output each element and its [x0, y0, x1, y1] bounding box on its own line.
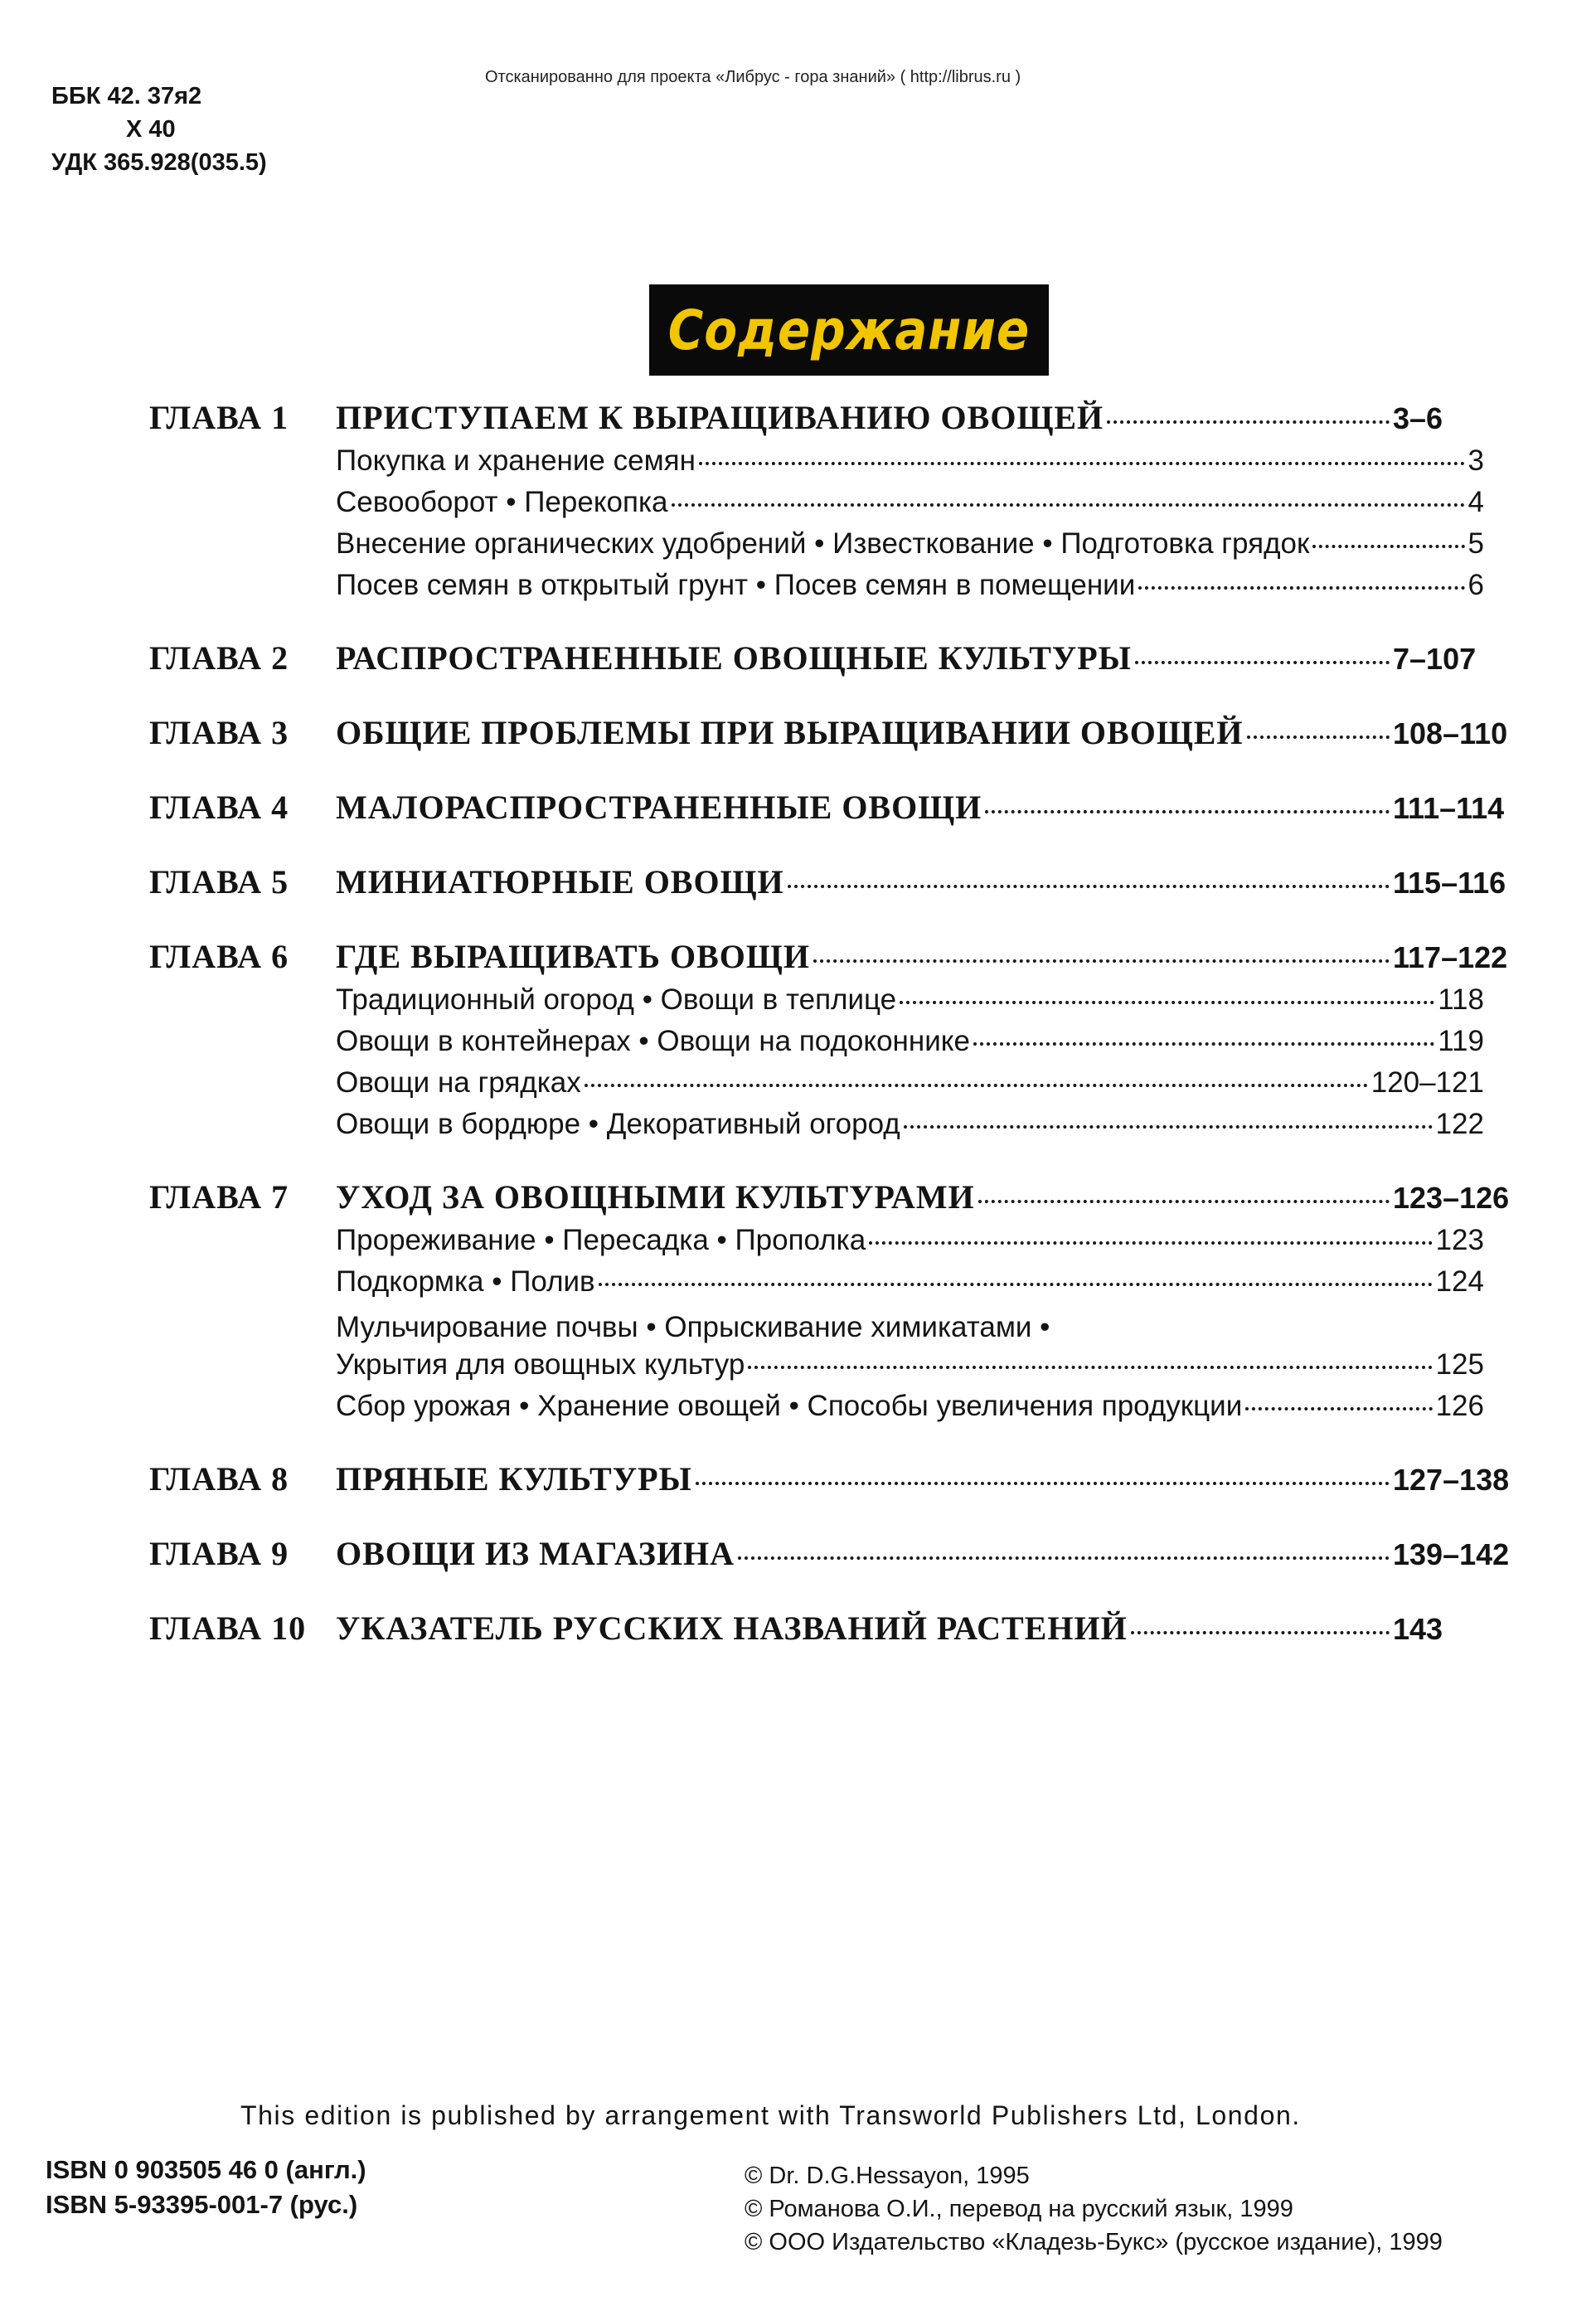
subsection-pages: 125: [1435, 1348, 1484, 1381]
copyright-block: [745, 2159, 1443, 2259]
contents-title: Содержание: [667, 298, 1031, 362]
udk-code: УДК 365.928(035.5): [51, 149, 267, 176]
dot-leader: [1107, 420, 1390, 424]
chapter-number: ГЛАВА 10: [149, 1609, 307, 1647]
bbk-code: ББК 42. 37я2: [51, 83, 202, 109]
dot-leader: [900, 1001, 1434, 1004]
chapter-row: [149, 937, 1542, 983]
subsection-title: Традиционный огород • Овощи в теплице: [336, 983, 897, 1016]
scan-note: Отсканированно для проекта «Либрус - гора знаний» ( http://librus.ru ): [485, 68, 1021, 86]
subsection-title: Сбор урожая • Хранение овощей • Способы увеличения продукции: [336, 1390, 1243, 1422]
chapter-number: ГЛАВА 6: [149, 938, 289, 975]
author-mark: Х 40: [126, 116, 176, 143]
subsection-list: [336, 983, 1484, 1149]
subsection-title: Внесение органических удобрений • Известкование • Подготовка грядок: [336, 527, 1310, 560]
dot-leader: [985, 810, 1390, 813]
chapter-title: УКАЗАТЕЛЬ РУССКИХ НАЗВАНИЙ РАСТЕНИЙ: [336, 1609, 1128, 1647]
chapter-number: ГЛАВА 8: [149, 1460, 289, 1498]
subsection-title: Подкормка • Полив: [336, 1265, 595, 1298]
isbn-russian: ISBN 5-93395-001-7 (рус.): [46, 2190, 358, 2219]
copyright-line: © Романова О.И., перевод на русский язык, 1999: [745, 2196, 1293, 2222]
dot-leader: [1131, 1631, 1390, 1634]
dot-leader: [973, 1042, 1434, 1046]
edition-note: This edition is published by arrangement with Transworld Publishers Ltd, London.: [240, 2100, 1301, 2130]
subsection-title: Покупка и хранение семян: [336, 444, 696, 477]
subsection-pages: 5: [1467, 527, 1484, 560]
subsection-row: [336, 1108, 1484, 1149]
subsection-title: Посев семян в открытый грунт • Посев семян в помещении: [336, 569, 1136, 601]
dot-leader: [904, 1125, 1433, 1129]
chapter-title: УХОД ЗА ОВОЩНЫМИ КУЛЬТУРАМИ: [336, 1178, 975, 1216]
subsection-row: [336, 444, 1484, 486]
chapter-row: [149, 1534, 1542, 1580]
chapter-row: [149, 1459, 1542, 1506]
chapter-entry: [149, 1609, 1542, 1655]
chapter-row: [149, 398, 1542, 444]
chapter-title: МИНИАТЮРНЫЕ ОВОЩИ: [336, 863, 784, 901]
subsection-pages: 122: [1435, 1108, 1484, 1140]
isbn-english: ISBN 0 903505 46 0 (англ.): [46, 2155, 366, 2184]
chapter-title: МАЛОРАСПРОСТРАНЕННЫЕ ОВОЩИ: [336, 789, 982, 826]
dot-leader: [788, 885, 1390, 888]
dot-leader: [738, 1556, 1390, 1560]
subsection-list: [336, 1224, 1484, 1431]
chapter-number: ГЛАВА 1: [149, 399, 289, 436]
chapter-title: ГДЕ ВЫРАЩИВАТЬ ОВОЩИ: [336, 938, 810, 975]
subsection-title: Овощи на грядках: [336, 1066, 581, 1099]
contents-title-box: [649, 284, 1049, 376]
chapter-entry: [149, 713, 1542, 760]
chapter-entry: [149, 638, 1542, 685]
dot-leader: [1247, 736, 1390, 739]
subsection-title: Прореживание • Пересадка • Прополка: [336, 1224, 866, 1256]
chapter-row: [149, 788, 1542, 834]
dot-leader: [1312, 545, 1464, 548]
subsection-row: [336, 569, 1484, 610]
subsection-pages: 3: [1467, 444, 1484, 477]
chapter-number: ГЛАВА 4: [149, 789, 289, 826]
chapter-row: [149, 638, 1542, 685]
chapter-pages: 7–107: [1393, 642, 1477, 676]
chapter-number: ГЛАВА 3: [149, 714, 289, 751]
chapter-entry: [149, 788, 1542, 834]
chapter-pages: 143: [1393, 1612, 1443, 1646]
dot-leader: [699, 462, 1465, 465]
dot-leader: [869, 1241, 1432, 1245]
chapter-title: ОБЩИЕ ПРОБЛЕМЫ ПРИ ВЫРАЩИВАНИИ ОВОЩЕЙ: [336, 714, 1244, 751]
dot-leader: [672, 503, 1465, 507]
subsection-row: [336, 527, 1484, 569]
dot-leader: [1138, 586, 1464, 590]
chapter-number: ГЛАВА 5: [149, 863, 289, 901]
chapter-pages: 123–126: [1393, 1181, 1510, 1215]
chapter-entry: [149, 937, 1542, 1149]
chapter-pages: 139–142: [1393, 1537, 1510, 1571]
subsection-row: [336, 1025, 1484, 1066]
chapter-entry: [149, 1459, 1542, 1506]
subsection-pages: 126: [1435, 1390, 1484, 1422]
dot-leader: [813, 959, 1390, 963]
subsection-title: Мульчирование почвы • Опрыскивание химикатами •: [336, 1311, 1050, 1343]
subsection-title: Укрытия для овощных культур: [336, 1348, 745, 1381]
subsection-title: Овощи в контейнерах • Овощи на подоконнике: [336, 1025, 970, 1057]
dot-leader: [978, 1200, 1390, 1203]
subsection-row: [336, 1348, 1484, 1390]
copyright-line: © ООО Издательство «Кладезь-Букс» (русское издание), 1999: [745, 2229, 1443, 2255]
chapter-title: ПРЯНЫЕ КУЛЬТУРЫ: [336, 1460, 692, 1498]
dot-leader: [748, 1366, 1432, 1369]
subsection-row: [336, 1066, 1484, 1108]
bbk-block: [51, 80, 267, 179]
chapter-entry: [149, 1534, 1542, 1580]
subsection-row: [336, 1265, 1484, 1307]
subsection-list: [336, 444, 1484, 610]
subsection-pages: 123: [1435, 1224, 1484, 1256]
chapter-pages: 115–116: [1393, 866, 1506, 900]
subsection-pages: 119: [1438, 1025, 1484, 1057]
chapter-title: РАСПРОСТРАНЕННЫЕ ОВОЩНЫЕ КУЛЬТУРЫ: [336, 639, 1132, 677]
subsection-row: [336, 1390, 1484, 1431]
subsection-pages: 4: [1467, 486, 1484, 518]
dot-leader: [1135, 661, 1390, 664]
dot-leader: [1245, 1407, 1432, 1410]
isbn-block: [46, 2153, 366, 2222]
chapter-entry: [149, 862, 1542, 909]
chapter-pages: 3–6: [1393, 401, 1443, 435]
subsection-pages: 118: [1438, 983, 1484, 1016]
dot-leader: [599, 1283, 1433, 1286]
subsection-row: [336, 983, 1484, 1025]
subsection-row: [336, 1224, 1484, 1265]
subsection-pages: 124: [1435, 1265, 1484, 1298]
chapter-title: ПРИСТУПАЕМ К ВЫРАЩИВАНИЮ ОВОЩЕЙ: [336, 399, 1104, 436]
chapter-row: [149, 1609, 1542, 1655]
chapter-number: ГЛАВА 2: [149, 639, 289, 677]
subsection-title: Овощи в бордюре • Декоративный огород: [336, 1108, 900, 1140]
chapter-number: ГЛАВА 9: [149, 1535, 289, 1572]
chapter-pages: 127–138: [1393, 1463, 1510, 1497]
chapter-pages: 108–110: [1393, 716, 1508, 750]
chapter-number: ГЛАВА 7: [149, 1178, 289, 1216]
chapter-entry: [149, 398, 1542, 610]
dot-leader: [585, 1084, 1368, 1087]
dot-leader: [696, 1482, 1390, 1485]
chapter-row: [149, 713, 1542, 760]
subsection-title: Севооборот • Перекопка: [336, 486, 668, 518]
copyright-line: © Dr. D.G.Hessayon, 1995: [745, 2163, 1030, 2189]
table-of-contents: [149, 398, 1542, 1683]
chapter-title: ОВОЩИ ИЗ МАГАЗИНА: [336, 1535, 735, 1572]
subsection-pages: 6: [1467, 569, 1484, 601]
chapter-pages: 117–122: [1393, 940, 1508, 974]
chapter-entry: [149, 1177, 1542, 1431]
subsection-row: [336, 486, 1484, 527]
chapter-pages: 111–114: [1393, 791, 1505, 825]
chapter-row: [149, 1177, 1542, 1224]
chapter-row: [149, 862, 1542, 909]
subsection-pages: 120–121: [1370, 1066, 1484, 1099]
